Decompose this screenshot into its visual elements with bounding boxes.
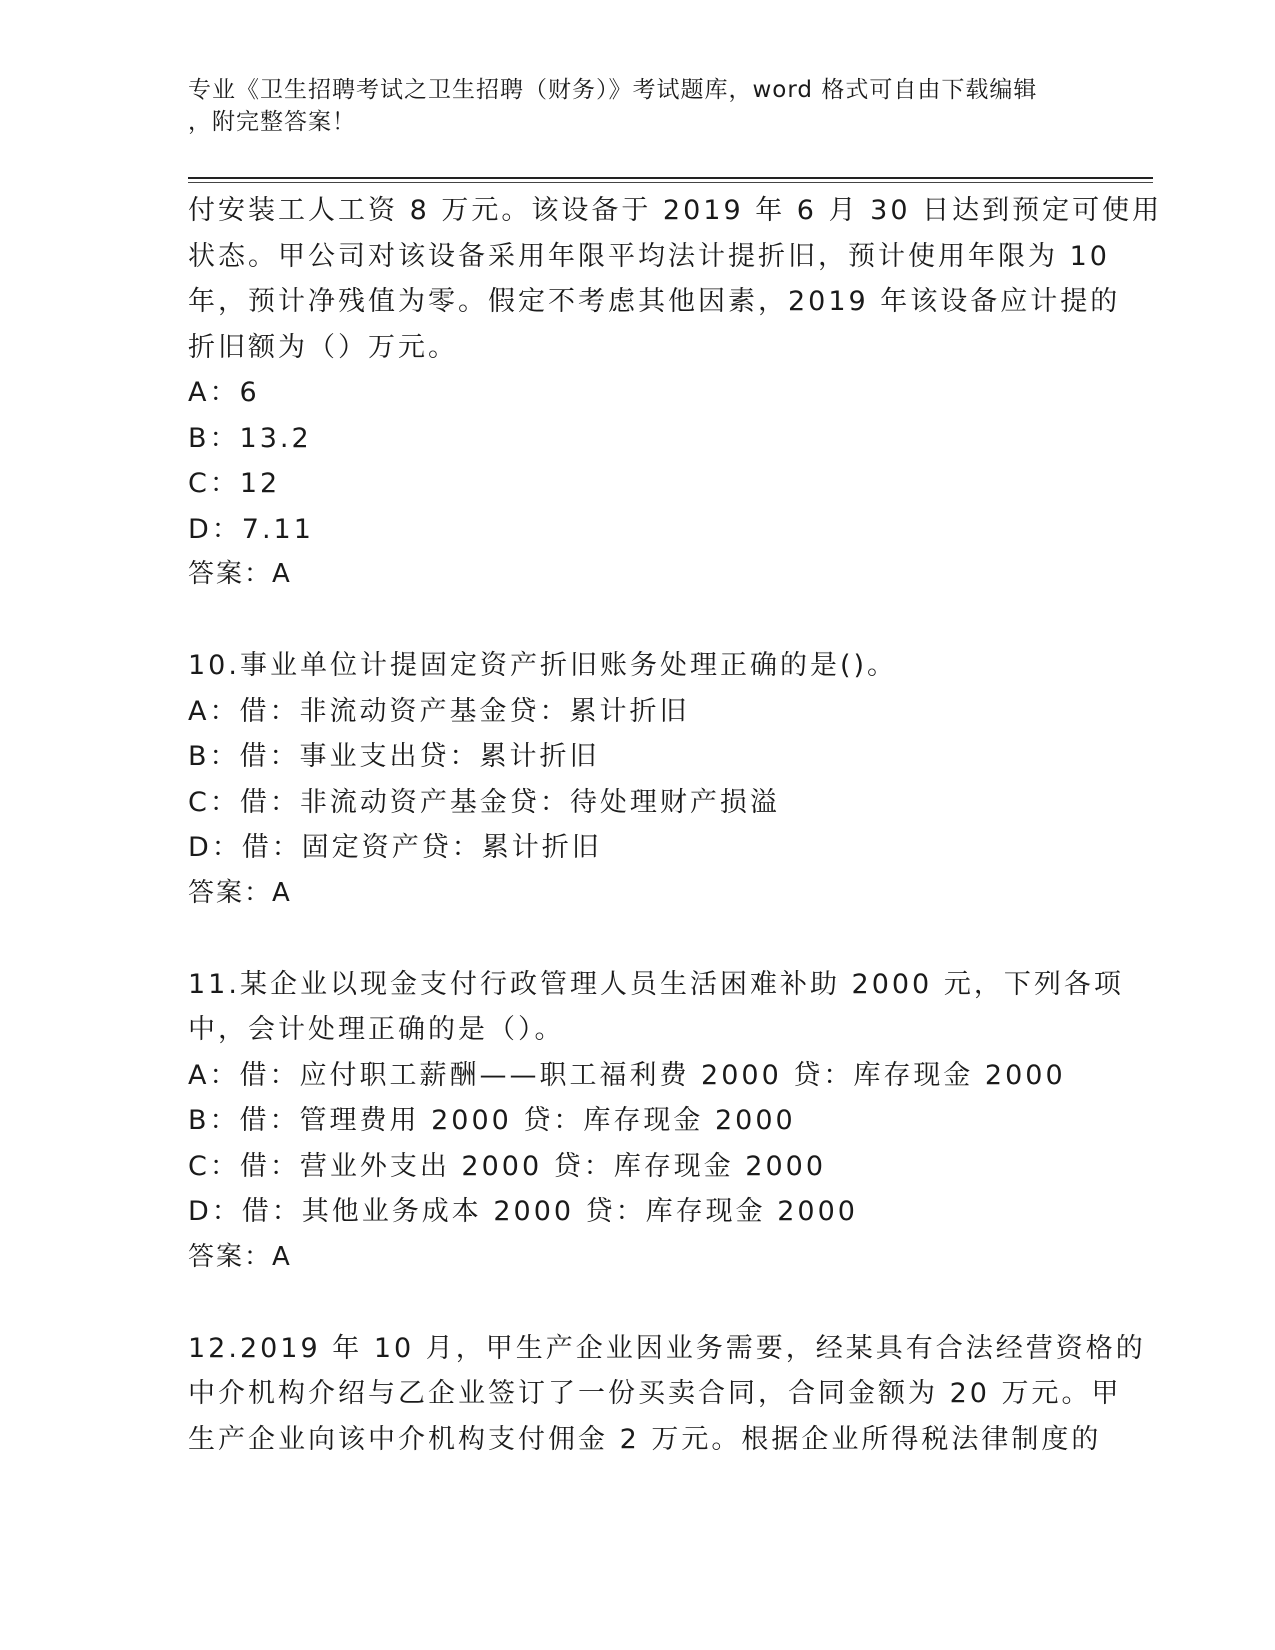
option-b: B：借：事业支出贷：累计折旧: [188, 741, 600, 772]
option-d: D：借：其他业务成本 2000 贷：库存现金 2000: [188, 1196, 858, 1227]
question-text-line: 中介机构介绍与乙企业签订了一份买卖合同，合同金额为 20 万元。甲: [188, 1378, 1122, 1409]
question-12: [188, 1326, 1146, 1463]
option-a: A：借：应付职工薪酬——职工福利费 2000 贷：库存现金 2000: [188, 1059, 1066, 1091]
answer: 答案：A: [188, 877, 292, 908]
header-divider: [188, 177, 1153, 179]
question-text-line: 10.事业单位计提固定资产折旧账务处理正确的是()。: [188, 650, 898, 681]
answer: 答案：A: [188, 1241, 292, 1272]
option-d: D：借：固定资产贷：累计折旧: [188, 832, 602, 863]
answer: 答案：A: [188, 559, 292, 589]
option-d: D：7.11: [188, 513, 314, 545]
question-text-line: 折旧额为（）万元。: [188, 331, 458, 363]
header-line: 专业《卫生招聘考试之卫生招聘（财务）》考试题库，word 格式可自由下载编辑: [188, 77, 1038, 103]
option-a: A：借：非流动资产基金贷：累计折旧: [188, 695, 690, 727]
option-c: C：借：营业外支出 2000 贷：库存现金 2000: [188, 1150, 827, 1182]
question-content: [188, 188, 1163, 1462]
spacer: [188, 598, 1068, 644]
question-text-line: 生产企业向该中介机构支付佣金 2 万元。根据企业所得税法律制度的: [188, 1423, 1102, 1455]
header-divider: [188, 182, 1153, 183]
option-b: B：借：管理费用 2000 贷：库存现金 2000: [188, 1105, 796, 1136]
question-text-line: 状态。甲公司对该设备采用年限平均法计提折旧，预计使用年限为 10: [188, 240, 1110, 272]
question-11: [188, 962, 1124, 1281]
question-text-line: 付安装工人工资 8 万元。该设备于 2019 年 6 月 30 日达到预定可使用: [188, 195, 1163, 226]
option-c: C：借：非流动资产基金贷：待处理财产损溢: [188, 786, 780, 818]
question-text-line: 12.2019 年 10 月，甲生产企业因业务需要，经某具有合法经营资格的: [188, 1332, 1146, 1364]
spacer: [188, 1280, 1068, 1326]
page-header: [188, 74, 1068, 138]
header-line: ，附完整答案！: [188, 109, 356, 135]
option-c: C：12: [188, 468, 281, 499]
question-text-line: 中，会计处理正确的是（）。: [188, 1014, 565, 1045]
question-10: [188, 643, 1068, 916]
option-b: B：13.2: [188, 422, 312, 454]
question-text-line: 11.某企业以现金支付行政管理人员生活困难补助 2000 元，下列各项: [188, 968, 1124, 1000]
question-text-line: 年，预计净残值为零。假定不考虑其他因素，2019 年该设备应计提的: [188, 286, 1121, 317]
option-a: A：6: [188, 377, 260, 408]
spacer: [188, 916, 1068, 962]
question-9: [188, 188, 1163, 598]
